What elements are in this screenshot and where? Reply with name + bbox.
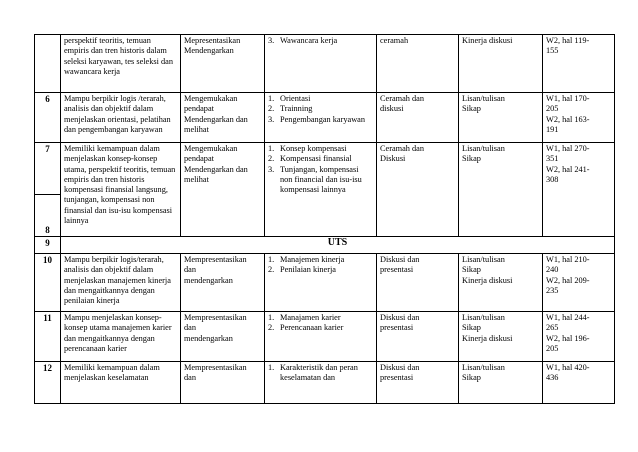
text-line: W1, hal 244- xyxy=(546,313,590,322)
kriteria-cell xyxy=(459,362,543,404)
text-line: Kinerja diskusi xyxy=(462,275,513,285)
row-number: 9 xyxy=(35,237,61,254)
metode-cell xyxy=(181,143,265,237)
text-line: Lisan/tulisan xyxy=(462,144,505,153)
text-line: 308 xyxy=(546,174,559,184)
bentuk-cell xyxy=(377,362,459,404)
text-line: pendapat xyxy=(184,154,214,164)
text-line: Diskusi dan xyxy=(380,363,420,372)
table-row xyxy=(35,93,615,143)
text-line: Ceramah dan xyxy=(380,94,425,103)
table-row xyxy=(35,237,615,254)
referensi-cell xyxy=(543,312,615,362)
row-number: 7 xyxy=(35,143,61,195)
text-line: Sikap xyxy=(462,154,481,164)
text-line: mendengarkan xyxy=(184,333,233,343)
text-line: Lisan/tulisan xyxy=(462,255,505,264)
text-line: Sikap xyxy=(462,104,481,114)
bentuk-cell xyxy=(377,35,459,93)
text-line: Lisan/tulisan xyxy=(462,313,505,322)
materi-list xyxy=(268,36,373,46)
text-line: pendapat xyxy=(184,104,214,114)
text-line: Kinerja diskusi xyxy=(462,36,513,45)
table-row xyxy=(35,143,615,195)
rps-table xyxy=(34,34,615,404)
metode-cell xyxy=(181,312,265,362)
text-line: Mempresentasikan xyxy=(184,313,247,322)
text-line: Mendengarkan xyxy=(184,46,234,56)
metode-cell xyxy=(181,254,265,312)
materi-item: 2. Trainning xyxy=(268,104,313,114)
table-row xyxy=(35,254,615,312)
text-line: Diskusi xyxy=(380,154,406,164)
kriteria-cell xyxy=(459,35,543,93)
text-line: dan xyxy=(184,265,196,275)
text-line: W1, hal 210- xyxy=(546,255,590,264)
text-line: 265 xyxy=(546,323,559,333)
text-line: Mengemukakan xyxy=(184,94,238,103)
text-line: presentasi xyxy=(380,265,414,275)
row-number: 10 xyxy=(35,254,61,312)
materi-item: 2. Penilaian kinerja xyxy=(268,265,336,275)
metode-cell xyxy=(181,35,265,93)
materi-cell xyxy=(265,312,377,362)
materi-item: 1. Karakteristik dan peran keselamatan dan xyxy=(268,363,358,383)
materi-item: 3. Tunjangan, kompensasi non financial dan isu-isu kompensasi lainnya xyxy=(268,164,362,195)
text-line: Mepresentasikan xyxy=(184,36,241,45)
text-line: Kinerja diskusi xyxy=(462,333,513,343)
text-line: Mendengarkan dan xyxy=(184,164,248,174)
materi-item: 1. Manajemen kinerja xyxy=(268,255,345,264)
text-line: Ceramah dan xyxy=(380,144,425,153)
referensi-cell xyxy=(543,254,615,312)
row-number: 6 xyxy=(35,93,61,143)
text-line: W2, hal 196- xyxy=(546,333,590,343)
kemampuan-cell: Mampu berpikir logis/terarah, analisis dan objektif dalam menjelaskan manajemen kinerja dan mengaitkannya dengan penilaian kinerja xyxy=(61,254,181,312)
materi-cell xyxy=(265,143,377,237)
text-line: melihat xyxy=(184,124,209,134)
materi-item: 3. Wawancara kerja xyxy=(268,36,338,45)
text-line: 191 xyxy=(546,124,559,134)
table-row xyxy=(35,362,615,404)
row-number: 8 xyxy=(35,195,61,237)
bentuk-cell xyxy=(377,254,459,312)
kriteria-cell xyxy=(459,254,543,312)
table-row xyxy=(35,312,615,362)
materi-list xyxy=(268,363,373,384)
text-line: W1, hal 170- xyxy=(546,94,590,103)
materi-cell xyxy=(265,93,377,143)
row-number: 12 xyxy=(35,362,61,404)
text-line: 240 xyxy=(546,265,559,275)
text-line: 351 xyxy=(546,154,559,164)
text-line: Lisan/tulisan xyxy=(462,363,505,372)
text-line: Mempresentasikan xyxy=(184,255,247,264)
kemampuan-cell: Mampu menjelaskan konsep-konsep utama manajemen karier dan mengaitkannya dengan perencanaan karier xyxy=(61,312,181,362)
materi-list xyxy=(268,144,373,195)
kriteria-cell xyxy=(459,143,543,237)
text-line: Mengemukakan xyxy=(184,144,238,153)
text-line: Mempresentasikan xyxy=(184,363,247,372)
text-line: Sikap xyxy=(462,323,481,333)
text-line: ceramah xyxy=(380,36,409,45)
text-line: W1, hal 420- xyxy=(546,363,590,372)
table-row xyxy=(35,35,615,93)
kemampuan-cell: perspektif teoritis, temuan empiris dan tren historis dalam seleksi karyawan, tes seleksi dan wawancara kerja xyxy=(61,35,181,93)
referensi-cell xyxy=(543,143,615,237)
bentuk-cell xyxy=(377,143,459,237)
materi-cell xyxy=(265,254,377,312)
referensi-cell xyxy=(543,35,615,93)
text-line: W2, hal 163- xyxy=(546,114,590,124)
text-line: melihat xyxy=(184,174,209,184)
text-line: Sikap xyxy=(462,373,481,383)
text-line: 205 xyxy=(546,104,559,114)
text-line: presentasi xyxy=(380,373,414,383)
materi-item: 3. Pengembangan karyawan xyxy=(268,114,366,124)
text-line: 436 xyxy=(546,373,559,383)
text-line: 235 xyxy=(546,285,559,295)
text-line: Sikap xyxy=(462,265,481,275)
text-line: dan xyxy=(184,323,196,333)
text-line: W2, hal 241- xyxy=(546,164,590,174)
bentuk-cell xyxy=(377,312,459,362)
text-line: Diskusi dan xyxy=(380,313,420,322)
text-line: 155 xyxy=(546,46,559,56)
kriteria-cell xyxy=(459,93,543,143)
text-line: Lisan/tulisan xyxy=(462,94,505,103)
materi-item: 2. Perencanaan karier xyxy=(268,323,344,333)
text-line: presentasi xyxy=(380,323,414,333)
kemampuan-cell: Mampu berpikir logis /terarah, analisis dan objektif dalam menjelaskan orientasi, pelatihan dan pengembangan karyawan xyxy=(61,93,181,143)
materi-list xyxy=(268,255,373,276)
uts-label: UTS xyxy=(61,237,615,254)
row-number: 11 xyxy=(35,312,61,362)
materi-item: 2. Kompensasi finansial xyxy=(268,154,352,164)
referensi-cell xyxy=(543,362,615,404)
metode-cell xyxy=(181,362,265,404)
kemampuan-cell: Memiliki kemampuan dalam menjelaskan konsep-konsep utama, perspektif teoritis, temuan empiris dan tren historis kompensasi finansial langsung, tunjangan, kompensasi non finansial dan isu-isu kompensasi lainnya xyxy=(61,143,181,237)
kriteria-cell xyxy=(459,312,543,362)
materi-item: 1. Manajamen karier xyxy=(268,313,341,322)
text-line: W1, hal 270- xyxy=(546,144,590,153)
referensi-cell xyxy=(543,93,615,143)
materi-list xyxy=(268,313,373,334)
materi-item: 1. Orientasi xyxy=(268,94,311,103)
metode-cell xyxy=(181,93,265,143)
materi-cell xyxy=(265,362,377,404)
materi-item: 1. Konsep kompensasi xyxy=(268,144,347,153)
row-number xyxy=(35,35,61,93)
text-line: dan xyxy=(184,373,196,383)
text-line: W2, hal 209- xyxy=(546,275,590,285)
materi-list xyxy=(268,94,373,125)
text-line: 205 xyxy=(546,343,559,353)
kemampuan-cell: Memiliki kemampuan dalam menjelaskan keselamatan xyxy=(61,362,181,404)
text-line: diskusi xyxy=(380,104,404,114)
text-line: Mendengarkan dan xyxy=(184,114,248,124)
text-line: mendengarkan xyxy=(184,275,233,285)
materi-cell xyxy=(265,35,377,93)
text-line: Diskusi dan xyxy=(380,255,420,264)
bentuk-cell xyxy=(377,93,459,143)
text-line: W2, hal 119- xyxy=(546,36,590,45)
